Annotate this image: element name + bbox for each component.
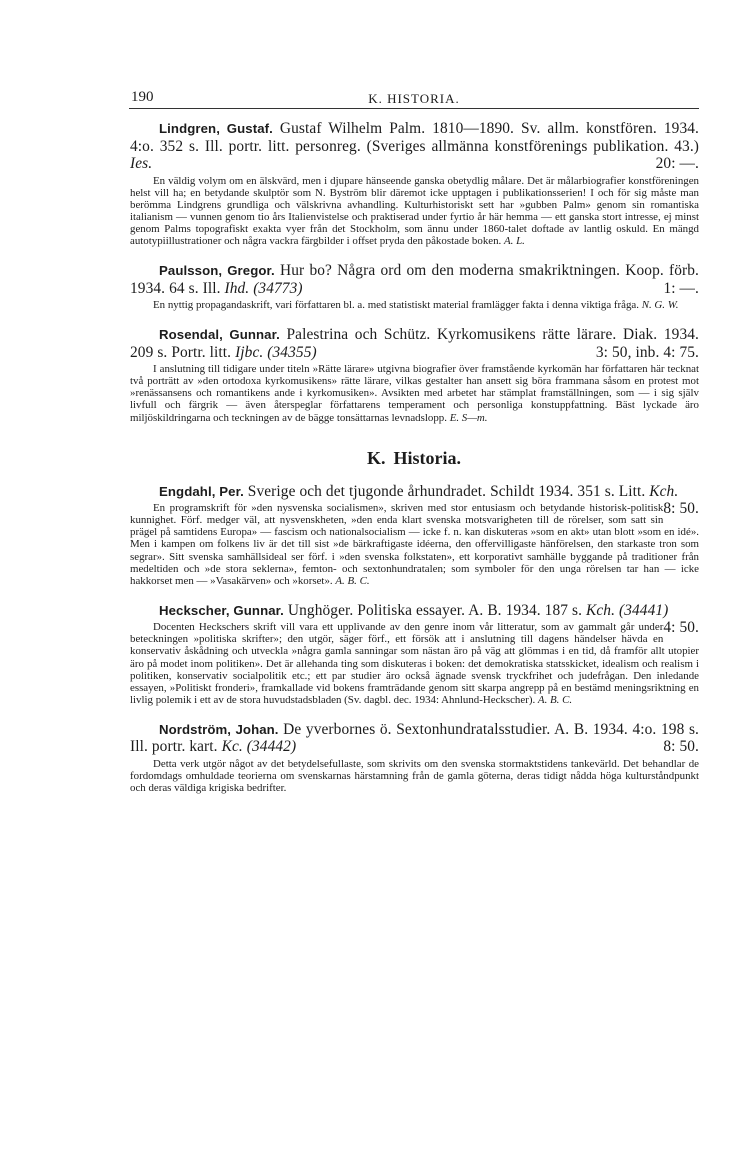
entry-price: 3: 50, inb. 4: 75. [595,343,699,361]
review-signature: A. B. C. [335,574,370,587]
entry-review [130,175,699,248]
entry-heading [130,482,699,518]
entry-title-publication: De yverbornes ö. Sextonhundratalsstudier. A. B. 1934. 4:o. 198 s. Ill. portr. kart. [130,720,699,756]
review-text: Docenten Heckschers skrift vill vara ett upplivande av den genre inom vår litteratur, som av gammalt går under beteckningen »politiska skrifter»; den utgör, säger förf., ett försök att i anslutning till dagens händelser hävda en konservativ åskådning och utveckla »några gamla sanningar som nästan äro på väg att glömmas i en tid, då framför allt utopier äro på modet inom politiken». Det är allehanda ting som diskuteras i boken: det demokratiska statsskicket, idealism och realism i politiken, konservativ socialpolitik etc.; ett par studier äro också ägnade svensk tryckfrihet och judefrågan. Den inledande essayen, »Politiskt fronderi», framkallade vid bokens framträdande genom sitt skarpa angrepp på en bestämd meningsriktning en livlig polemik i ett av de stora huvudstadsbladen (Sv. dagbl. dec. 1934: Ahnlund-Heckscher). [130,621,699,706]
section-title: Historia. [393,447,461,468]
book-entry-paulsson [130,262,699,311]
book-entry-engdahl [130,483,699,587]
entry-title-publication: Hur bo? Några ord om den moderna smakriktningen. Koop. förb. 1934. 64 s. Ill. [130,262,700,297]
entry-price: 4: 50. [663,619,699,637]
entry-review [130,299,699,311]
page [129,86,699,794]
entry-title-publication: Gustaf Wilhelm Palm. 1810—1890. Sv. allm. konstfören. 1934. 4:o. 352 s. Ill. portr. litt. personreg. (Sveriges allmänna konstförenings publikation. 43.) [130,120,699,155]
entry-price: 8: 50. [663,738,699,756]
entry-code: Kch. (34441) [585,601,669,619]
entry-review [130,621,699,706]
book-entry-nordstrom [130,721,699,794]
entry-price: 1: —. [663,279,699,297]
entry-code: Ijbc. (34355) [235,343,317,361]
section-letter: K. [366,447,386,468]
review-text: I anslutning till tidigare under titeln »Rätte lärare» utgivna biografier över framstående kyrkomän har författaren här tecknat två porträtt av »den ortodoxa kyrkomusikens» rätte lärare, vilkas gestalter han ansett sig böra frammana såsom en protest mot »renässansens och romantikens ande i kyrkomusiken». Avsikten med arbetet har stämplat framställningen, som — i sig själv livfull och färgrik — även återspeglar författarens temperament och personliga konstuppfattning. Bäst lyckade äro miljöskildringarna och teckningen av de bägge tonsättarnas levnadslopp. [130,363,699,424]
entry-code: Ihd. (34773) [224,279,303,297]
review-text: Detta verk utgör något av det betydelsefullaste, som skrivits om den svenska stormaktstidens tankevärld. Det behandlar de fordomdags omhuldade teorierna om svenskarnas härstamning från de gamla göterna, deras tidigt nådda höga kulturståndpunkt och deras väldiga krigiska bedrifter. [130,757,699,795]
book-entry-heckscher [130,602,699,706]
entry-heading [130,120,699,173]
review-signature: E. S—m. [449,411,488,424]
review-signature: A. B. C. [537,693,573,706]
page-header [129,86,699,109]
entry-heading [130,262,699,297]
review-signature: A. L. [504,234,525,247]
section-heading [129,448,699,469]
entry-price: 20: —. [655,155,699,172]
entry-author: Engdahl, Per. [159,483,244,499]
running-title: K. HISTORIA. [368,91,460,106]
review-text: En nyttig propagandaskrift, vari författaren bl. a. med statistiskt material framlägger fakta i denna viktiga fråga. [153,299,639,312]
review-signature: N. G. W. [641,299,679,312]
review-text: En programskrift för »den nysvenska socialismen», skriven med stor entusiasm och betydande historisk-politisk kunnighet. Förf. medger väl, att nysvenskheten, »den enda klart svenska motsvarigheten till de rörelser, som satt sin prägel på samtidens Europa» — fascism och nationalsocialism — icke f. n. kan diskuteras »som en akt» utan blott »som en idé». Men i kampen om folkens liv är det till sist »de bärkraftigaste idéerna, den offervilligaste hänförelsen, den starkaste tron som segrar». Sitt svenska samhällsideal ser förf. i »den svenska folkstaten», ett korporativt samhälle byggande på traditioner från medeltiden och »de stora seklerna», femton- och sextonhundratalen; som symboler för den unga rörelsen tar han — icke hakkorset men — »Vasakärven» och »korset». [130,502,699,587]
entry-review [130,363,699,423]
entry-author: Paulsson, Gregor. [159,263,275,279]
entry-title-publication: Unghöger. Politiska essayer. A. B. 1934. 187 s. [287,601,583,619]
entry-review [130,502,699,587]
entry-code: Ies. [130,155,153,172]
entry-author: Heckscher, Gunnar. [159,602,284,618]
book-entry-lindgren [130,120,699,247]
entry-title-publication: Palestrina och Schütz. Kyrkomusikens rätte lärare. Diak. 1934. 209 s. Portr. litt. [130,326,699,361]
book-entry-rosendal [130,326,699,423]
entry-review [130,758,699,794]
entry-author: Rosendal, Gunnar. [159,327,280,343]
entry-heading [130,326,699,361]
entry-author: Nordström, Johan. [159,721,279,737]
entry-price: 8: 50. [663,500,699,518]
entry-title-publication: Sverige och det tjugonde århundradet. Schildt 1934. 351 s. Litt. [247,482,646,500]
entry-author: Lindgren, Gustaf. [159,121,273,136]
entry-code: Kc. (34442) [221,738,297,756]
entry-code: Kch. [649,482,679,500]
entry-heading [130,601,699,637]
entry-heading [130,721,699,756]
review-text: En väldig volym om en älskvärd, men i djupare hänseende ganska obetydlig målare. Det är målarbiografier konstföreningen helst vill ha; en betydande skulptör som N. Byström blir däremot icke upptagen i publikationsserien! I och för sig måste man berömma Lindgrens grundliga och välskrivna avhandling. Kulturhistoriskt sett har »gubben Palm» genom sin romantiska italianism — vunnen genom tio års Italienvistelse och praktiserad under fyrtio år här hemma — ett ganska stort intresse, ej minst genom Palms topografiskt exakta vyer från det Stockholm, som ännu under 1860-talet doftade av lantlig oskuld. En mängd autotypiillustrationer och några vackra färgbilder i offset pryda den påkostade boken. [130,174,699,247]
page-number: 190 [131,89,154,105]
